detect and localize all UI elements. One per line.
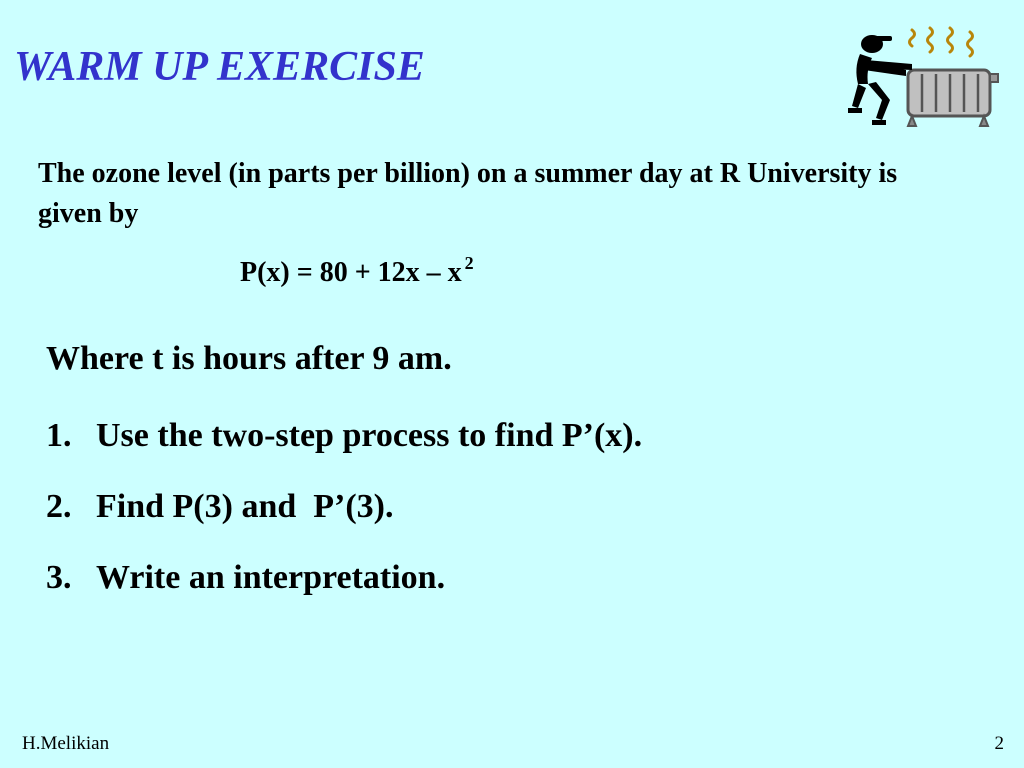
variable-definition: Where t is hours after 9 am. bbox=[46, 340, 452, 377]
problem-statement: The ozone level (in parts per billion) on a summer day at R University is given by bbox=[38, 158, 898, 229]
list-item bbox=[46, 414, 642, 485]
task-number: 1. bbox=[46, 417, 72, 454]
formula-exponent: 2 bbox=[464, 253, 474, 273]
task-text: Find P(3) and P’(3). bbox=[96, 488, 394, 525]
task-number: 3. bbox=[46, 559, 72, 596]
stick-person-icon bbox=[848, 35, 912, 125]
heat-waves-icon bbox=[910, 28, 973, 56]
slide-title: WARM UP EXERCISE bbox=[14, 44, 425, 90]
footer-author: H.Melikian bbox=[22, 733, 110, 754]
task-list bbox=[46, 414, 642, 627]
radiator-icon bbox=[908, 70, 998, 126]
task-text: Use the two-step process to find P’(x). bbox=[96, 417, 643, 454]
list-item bbox=[46, 485, 642, 556]
task-number: 2. bbox=[46, 488, 72, 525]
person-warming-at-radiator-icon bbox=[846, 22, 1002, 132]
formula-main: P(x) = 80 + 12x – x bbox=[240, 257, 462, 288]
page-number: 2 bbox=[994, 733, 1004, 754]
task-text: Write an interpretation. bbox=[96, 559, 446, 596]
formula bbox=[240, 253, 474, 289]
list-item bbox=[46, 556, 642, 627]
